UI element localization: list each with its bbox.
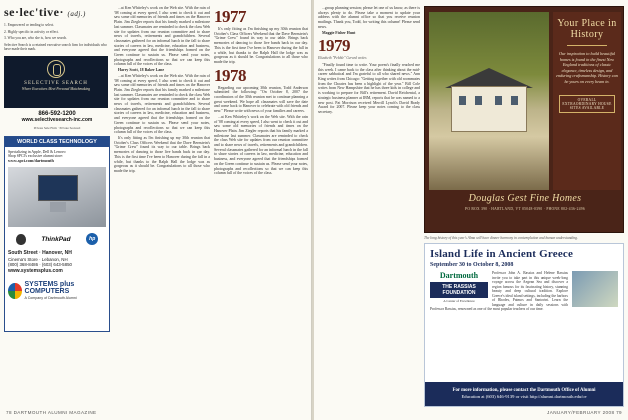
systems-plus-icon xyxy=(8,283,22,299)
laptop-screen xyxy=(38,175,78,201)
selective-search-logo xyxy=(4,56,108,108)
hp-logo-icon: hp xyxy=(86,233,98,245)
house-body xyxy=(451,86,527,132)
history-body: Our inspiration to build beautiful homes is found in the finest New England traditions of classic elegance, timeless design, and enduring craftsmanship. History can be yours on every beam in. xyxy=(556,51,618,84)
class-year-1978: 1978 xyxy=(214,65,246,85)
history-ad-text xyxy=(553,12,621,190)
house-window xyxy=(475,96,482,105)
class-year-1979: 1979 xyxy=(318,36,350,56)
douglas-gest-address: PO BOX 390 · HARTLAND, VT 05048-0390 · PHONE 802-436-2496 xyxy=(465,207,585,211)
class-year-1977: 1977 xyxy=(214,7,246,26)
selective-word: se·lec'tive· xyxy=(4,5,64,19)
wcc-line1: Specializing in Apple, Dell & Lenovo xyxy=(8,149,66,154)
systems-plus-logo xyxy=(5,281,109,302)
wcc-phones: (800) 368-8486 · (603) 643-5850 xyxy=(8,262,72,268)
class-notes-column-1 xyxy=(114,6,210,400)
apple-logo-icon xyxy=(16,234,26,245)
rassias-foundation-logo: THE RASSIAS FOUNDATION xyxy=(430,282,488,298)
wcc-website-link[interactable]: www.systemsplus.com xyxy=(8,268,63,275)
laptop-image xyxy=(8,167,106,227)
brand-logos xyxy=(5,233,109,245)
folio-left: 78 DARTMOUTH ALUMNI MAGAZINE xyxy=(6,410,97,415)
selective-logo-name: SELECTIVE SEARCH xyxy=(24,80,88,86)
house-window xyxy=(495,96,502,105)
island-title: Island Life in Ancient Greece xyxy=(430,248,574,260)
column3-text-b: "Finally found time to write. Your poem's finally reached me this week. I came back to the class after thinking about the mid-career sabbatical and I'm grateful to all who shared news." Ann King writes from Chicago: "Getting together with old roommates from the Choates has been a highlight of the year." Bill Cole writes from New Hampshire that he has three kids in college and is working to prepare for Bill's retirement. David Reichental, a strategic business planner at IBM, reports that he was named to a new post. Pat Morrison received Merrill Lynch's David Brady Award for 2007. Please keep your notes coming to the class secretary. xyxy=(318,62,420,114)
laptop-base xyxy=(50,202,66,212)
column2-text-b: Regarding our upcoming 30th reunion, Todd Anderson submitted the following: "On October 8, 2007 the coordinators of the 30th reunion met to continue planning a great weekend. We hope all classmates will save the date and come back to Hanover to celebrate with old friends and new." Please write with news of your families and careers. xyxy=(214,85,308,114)
ad-sidebar xyxy=(4,6,110,406)
left-page xyxy=(0,0,312,420)
house-photo xyxy=(429,12,549,190)
right-page xyxy=(314,0,628,420)
dartmouth-rassias-logo xyxy=(430,271,488,303)
selective-phone[interactable]: 866-592-1200 xyxy=(38,110,76,117)
thinkpad-logo: ThinkPad xyxy=(41,235,71,243)
column2-text-c: ...at Ken Whiteley's work on the Web site. With the rain of '08 coming at every speed, I also went to check it out and saw some old memories of friends and times on the Hanover Plain. Jim Ziegler reports that his family marked a milestone last summer. Classmates are reminded to check the class Web site for updates from our reunion committee and to share news of travels, retirements and grandchildren. Several classmates gathered for an informal lunch in the fall to share stories of careers in law, medicine, education and business, and everyone agreed that the friendships formed on the Green continue to sustain us. Please send your notes, photographs and recollections so that we can keep this column full of the voices of the class. xyxy=(214,114,308,176)
selective-title xyxy=(4,6,110,21)
wcc-store-link[interactable]: www.spci.com/dartmouth xyxy=(8,157,54,163)
wcc-heading: WORLD CLASS TECHNOLOGY xyxy=(5,137,109,147)
history-badge: OVERALL EXTRAORDINARY HOUSE SITES AVAILABLE xyxy=(559,95,615,113)
divider xyxy=(567,45,607,46)
island-cta-link[interactable]: Education at (603) 646-9139 or visit http://alumni.dartmouth.edu/ce xyxy=(461,394,587,399)
selective-definitions xyxy=(4,23,110,52)
class-notes-column-2 xyxy=(214,6,308,400)
wcc-subtext xyxy=(5,147,109,164)
house-window xyxy=(459,96,466,105)
island-cta-line1: For more information, please contact the Dartmouth Office of Alumni xyxy=(452,388,596,393)
wcc-store2: Cinema's Store · Lebanon, NH xyxy=(8,256,68,262)
folio-right: JANUARY/FEBRUARY 2008 79 xyxy=(547,410,622,415)
douglas-gest-ad xyxy=(424,6,624,233)
selective-footer: Private Sale Firm · Private Secured xyxy=(33,125,81,130)
column1-text: ...at Ken Whiteley's work on the Web site. With the rain of '08 coming at every speed, I also went to check it out and saw some old memories of friends and times on the Hanover Plain. Jim Ziegler reports that his family marked a milestone last summer. Classmates are reminded to check the class Web site for updates from our reunion committee and to share news of travels, retirements and grandchildren. Several classmates gathered for an informal lunch in the fall to share stories of careers in law, medicine, education and business, and everyone agreed that the friendships formed on the Green continue to sustain us. Please send your notes, photographs and recollections so that we can keep this column full of the voices of the class. xyxy=(114,6,210,67)
island-life-ad xyxy=(424,243,624,407)
column1-signature: Harry Scott, 18 Baker Lane xyxy=(118,68,165,73)
douglas-gest-brand: Douglas Gest Fine Homes xyxy=(468,193,582,204)
definition-3: 3. Who you are, who she is, how we search. xyxy=(4,36,68,40)
selective-website-link[interactable]: www.selectivesearch-inc.com xyxy=(21,116,93,123)
house-roof xyxy=(445,68,533,88)
island-date: September 30 to October 8, 2008 xyxy=(430,262,514,268)
column1-text-more: It's only fitting as I'm finishing up my 30th reunion that October's Class Officers Weekend that the Dave Bernstein's "Grime Crew" found its way to our table. Brings back memories of dancing to those live bands back in our day. This is the first time I've been to Hanover during the fall in a while, but thanks to the Ralph Hall the lodge was as gorgeous as it should be. Congratulations to all those who made the trip. xyxy=(114,135,210,173)
wcc-street: South Street · Hanover, NH xyxy=(8,250,72,257)
column3-text-a: ...group planning session; please let one of us know, as there is always plenty to do. Please take a moment to update your address with the alumni office so that you receive reunion mailings. Thank you, Todd, for writing this column! Please send news. xyxy=(318,6,420,29)
island-contact-bar xyxy=(425,382,623,406)
column2-text-a: It's only fitting as I'm finishing up my 30th reunion that October's Class Officers Weekend that the Dave Bernstein's "Grime Crew" found its way to our table. Brings back memories of dancing to those live bands back in our day. This is the first time I've been to Hanover during the fall in a while, but thanks to the Ralph Hall the lodge was as gorgeous as it should be. Congratulations to all those who made the trip. xyxy=(214,27,308,64)
photo-caption: The long history of this year's Alma will have dinner harmony in contemplation and human understanding. xyxy=(424,236,578,240)
history-headline: Your Place in History xyxy=(557,18,617,40)
greek-island-photo xyxy=(572,271,618,307)
history-brand-bar xyxy=(429,193,621,229)
definition-2: 2. Highly specific in activity or effect. xyxy=(4,29,59,34)
wcc-address xyxy=(5,245,109,274)
world-class-computers-ad xyxy=(4,136,110,332)
column3-signature: Maggie Fisher Hunt xyxy=(322,30,356,35)
systems-plus-name: SYSTEMS plus COMPUTERS xyxy=(24,280,75,295)
class-notes-column-3 xyxy=(318,6,420,400)
column3-year-caption: Elizabeth "Pebble" Gerard writes xyxy=(318,56,367,61)
column1-text-continued: ...at Ken Whiteley's work on the Web site. With the rain of '08 coming at every speed, I also went to check it out and saw some old memories of friends and times on the Hanover Plain. Jim Ziegler reports that his family marked a milestone last summer. Classmates are reminded to check the class Web site for updates from our reunion committee and to share news of travels, retirements and grandchildren. Several classmates gathered for an informal lunch in the fall to share stories of careers in law, medicine, education and business, and everyone agreed that the friendships formed on the Green continue to sustain us. Please send your notes, photographs and recollections so that we can keep this column full of the voices of the class. xyxy=(114,73,210,135)
wcc-line2: Shop SPCI's exclusive alumni store: xyxy=(8,154,64,159)
systems-plus-tag: A Company of Dartmouth Alumni xyxy=(24,295,77,300)
dartmouth-wordmark: Dartmouth xyxy=(439,271,479,280)
selective-adj: (adj.) xyxy=(67,10,86,18)
island-body-text: Professor John A. Rassias and Helene Rassias invite you to take part in this unique week-long voyage across the Aegean Sea and discover a region famous for its fascinating history, stunning beauty and deep cultural tradition. Explore Greece's ideal island settings, including the harbors of Rhodes, Patmos and Santorini. Learn the language and culture in daily sessions with Professor Rassias, renowned as one of the most popular teachers of our time. xyxy=(430,271,568,311)
rassias-subtitle: A Center of Excellence xyxy=(443,299,475,303)
definition-1: 1. Empowered or tending to select. xyxy=(4,23,55,27)
selective-intro: Selective Search is a retained executive search firm for individuals who have made their mark. xyxy=(4,42,107,51)
selective-logo-tag: Where Executives Meet Personal Matchmaking xyxy=(21,86,91,91)
selective-logo-icon xyxy=(47,60,65,78)
house-window xyxy=(511,96,518,105)
